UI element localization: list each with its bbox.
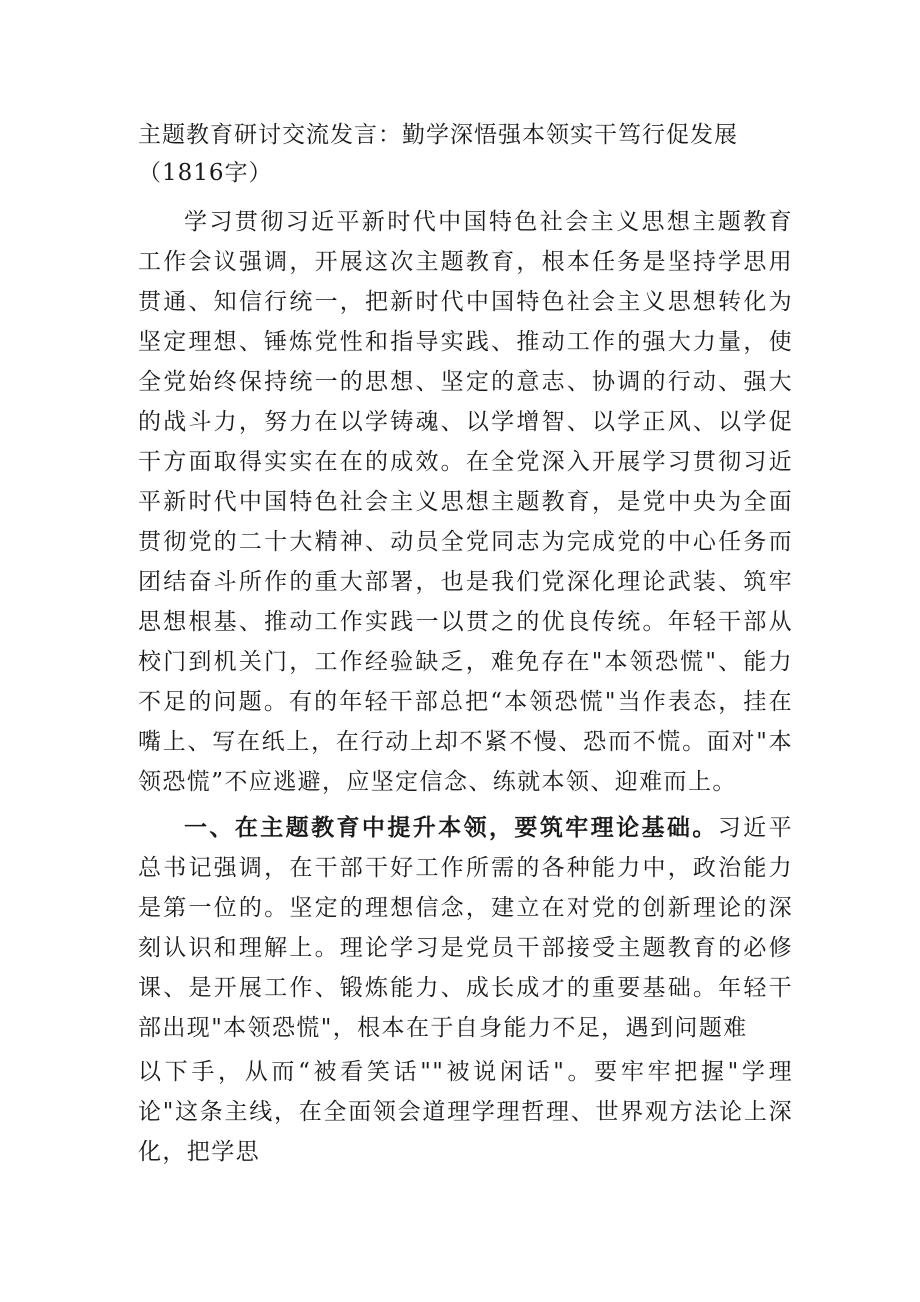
section-one-heading: 一、在主题教育中提升本领，要筑牢理论基础。 — [184, 814, 718, 841]
section-one-text: 习近平总书记强调，在干部干好工作所需的各种能力中，政治能力是第一位的。坚定的理想信念，建立在对党的创新理论的深刻认识和理解上。理论学习是党员干部接受主题教育的必修课、是开展工作、锻炼能力、成长成才的重要基础。年轻干部出现"本领恐慌"，根本在于自身能力不足，遇到问题难 — [138, 815, 793, 1041]
section-one-paragraph — [138, 808, 793, 1048]
continuation-paragraph: 以下手，从而“被看笑话""被说闲话"。要牢牢把握"学理论"这条主线，在全面领会道理学理哲理、世界观方法论上深化，把学思 — [138, 1059, 793, 1165]
intro-paragraph: 学习贯彻习近平新时代中国特色社会主义思想主题教育工作会议强调，开展这次主题教育，根本任务是坚持学思用贯通、知信行统一，把新时代中国特色社会主义思想转化为坚定理想、锤炼党性和指导实践、推动工作的强大力量，使全党始终保持统一的思想、坚定的意志、协调的行动、强大的战斗力，努力在以学铸魂、以学增智、以学正风、以学促干方面取得实实在在的成效。在全党深入开展学习贯彻习近平新时代中国特色社会主义思想主题教育，是党中央为全面贯彻党的二十大精神、动员全党同志为完成党的中心任务而团结奋斗所作的重大部署，也是我们党深化理论武装、筑牢思想根基、推动工作实践一以贯之的优良传统。年轻干部从校门到机关门，工作经验缺乏，难免存在"本领恐慌"、能力不足的问题。有的年轻干部总把“本领恐慌"当作表态，挂在嘴上、写在纸上，在行动上却不紧不慢、恐而不慌。面对"本领恐慌”不应逃避，应坚定信念、练就本领、迎难而上。 — [138, 209, 793, 795]
document-title: 主题教育研讨交流发言：勤学深悟强本领实干笃行促发展（1816字） — [138, 122, 738, 186]
document-body — [138, 202, 793, 1172]
